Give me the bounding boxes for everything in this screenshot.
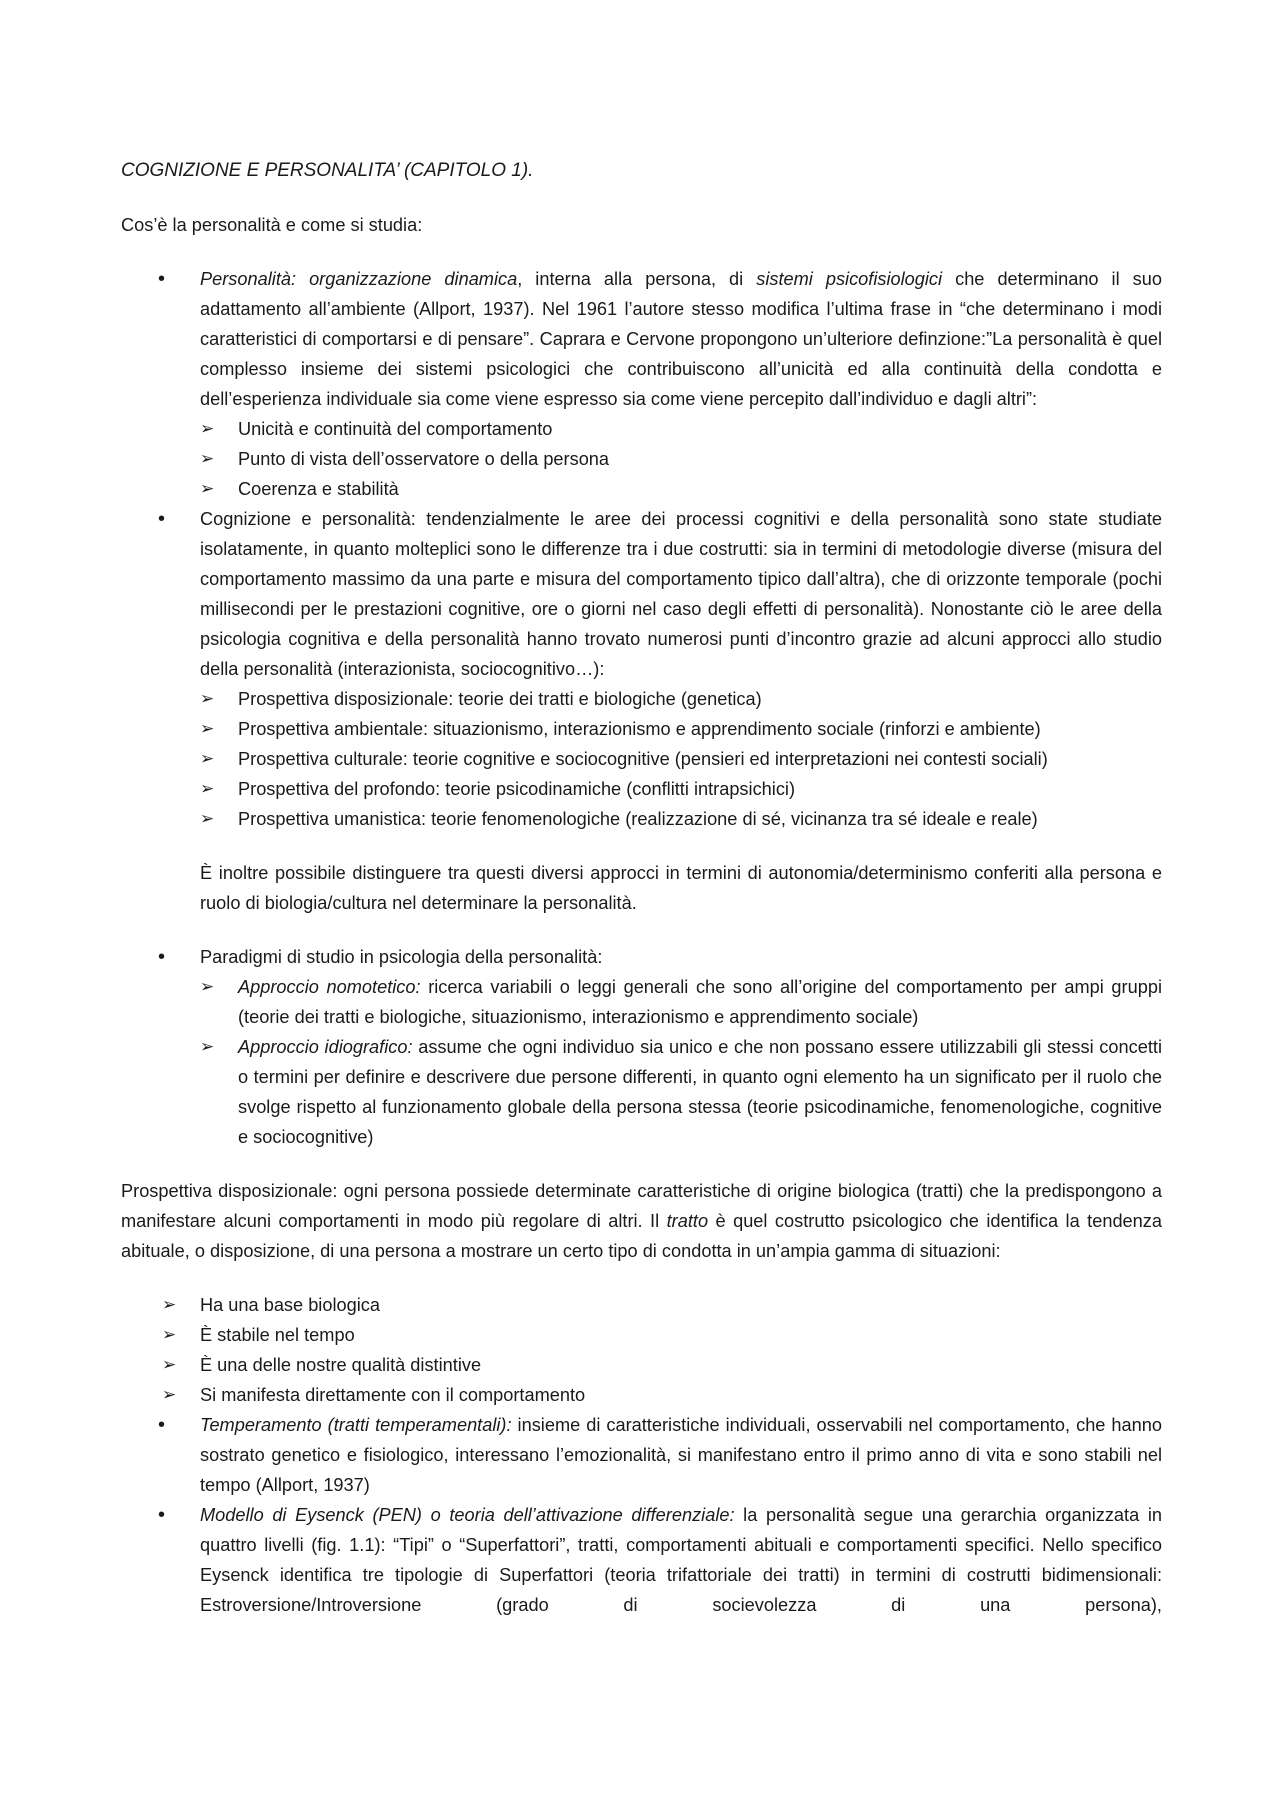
list-item [238, 972, 1162, 1032]
list-item: ➢ Prospettiva culturale: teorie cognitive e sociocognitive (pensieri ed interpretazioni nei contesti sociali) [238, 744, 1162, 774]
bullet-personalita [200, 264, 1162, 504]
bullet3-sublist [200, 972, 1162, 1152]
bullet2-note: È inoltre possibile distinguere tra questi diversi approcci in termini di autonomia/determinismo conferiti alla persona e ruolo di biologia/cultura nel determinare la personalità. [200, 863, 1162, 913]
disposizionale-text1: Prospettiva disposizionale: ogni persona possiede determinate caratteristiche di origine biologica (tratti) che la predispongono a manifestare alcuni comportamenti in modo più regolare di altri. Il [121, 1181, 1162, 1231]
list-item: ➢ Ha una base biologica [200, 1290, 1162, 1320]
nomotetico-text: ricerca variabili o leggi generali che sono all’origine del comportamento per ampi gruppi (teorie dei tratti e biologiche, situazionismo, interazionismo e apprendimento sociale) [238, 977, 1162, 1027]
bullet-eysenck [200, 1500, 1162, 1620]
list-item: ➢ Prospettiva umanistica: teorie fenomenologiche (realizzazione di sé, vicinanza tra sé ideale e reale) [238, 804, 1162, 834]
tratto-list [121, 1290, 1162, 1410]
intro-line: Cos’è la personalità e come si studia: [121, 215, 423, 235]
disposizionale-text2: è quel costrutto psicologico che identifica la tendenza abituale, o disposizione, di una persona a mostrare un certo tipo di condotta in un’ampia gamma di situazioni: [121, 1211, 1162, 1261]
list-item: ➢ Si manifesta direttamente con il comportamento [200, 1380, 1162, 1410]
list-item [238, 1032, 1162, 1152]
second-bullet-list [121, 1410, 1162, 1620]
list-item: ➢ Unicità e continuità del comportamento [238, 414, 1162, 444]
term-idiografico: Approccio idiografico: [238, 1037, 413, 1057]
bullet-temperamento [200, 1410, 1162, 1500]
temperamento-text: insieme di caratteristiche individuali, osservabili nel comportamento, che hanno sostrato genetico e fisiologico, interessano l’emozionalità, si manifestano entro il primo anno di vita e sono stabili nel tempo (Allport, 1937) [200, 1415, 1162, 1495]
term-tratto: tratto [666, 1211, 709, 1231]
idiografico-text: assume che ogni individuo sia unico e che non possano essere utilizzabili gli stessi concetti o termini per definire e descrivere due persone differenti, in quanto ogni elemento ha un significato per il ruolo che svolge rispetto al funzionamento globale della persona stessa (teorie psicodinamiche, fenomenologiche, cognitive e sociocognitive) [238, 1037, 1162, 1147]
main-bullet-list [121, 264, 1162, 1152]
bullet1-text1: , interna alla persona, di [517, 269, 757, 289]
bullet-cognizione [200, 504, 1162, 918]
bullet3-text: Paradigmi di studio in psicologia della personalità: [200, 947, 603, 967]
term-nomotetico: Approccio nomotetico: [238, 977, 421, 997]
list-item: ➢ Punto di vista dell’osservatore o della persona [238, 444, 1162, 474]
bullet2-sublist [200, 684, 1162, 834]
paragraph-disposizionale [121, 1176, 1162, 1266]
list-item: ➢ È stabile nel tempo [200, 1320, 1162, 1350]
term-temperamento: Temperamento (tratti temperamentali): [200, 1415, 512, 1435]
list-item: ➢ Prospettiva disposizionale: teorie dei tratti e biologiche (genetica) [238, 684, 1162, 714]
list-item: ➢ Prospettiva del profondo: teorie psicodinamiche (conflitti intrapsichici) [238, 774, 1162, 804]
bullet2-text: Cognizione e personalità: tendenzialmente le aree dei processi cognitivi e della personalità sono state studiate isolatamente, in quanto molteplici sono le differenze tra i due costrutti: sia in termini di metodologie diverse (misura del comportamento massimo da una parte e misura del comportamento tipico dall’altra), che di orizzonte temporale (pochi millisecondi per le prestazioni cognitive, ore o giorni nel caso degli effetti di personalità). Nonostante ciò le aree della psicologia cognitiva e della personalità hanno trovato numerosi punti d’incontro grazie ad alcuni approcci allo studio della personalità (interazionista, sociocognitivo…): [200, 509, 1162, 679]
bullet-paradigmi [200, 942, 1162, 1152]
list-item: ➢ È una delle nostre qualità distintive [200, 1350, 1162, 1380]
term-organizzazione-dinamica: organizzazione dinamica [296, 269, 518, 289]
eysenck-text: la personalità segue una gerarchia organizzata in quattro livelli (fig. 1.1): “Tipi” o “Superfattori”, tratti, comportamenti abituali e comportamenti specifici. Nello specifico Eysenck identifica tre tipologie di Superfattori (teoria trifattoriale dei tratti) in termini di costrutti bidimensionali: Estroversione/Introversione (grado di socievolezza di una persona), [200, 1505, 1162, 1615]
document-title: COGNIZIONE E PERSONALITA’ (CAPITOLO 1). [121, 160, 534, 181]
term-eysenck: Modello di Eysenck (PEN) o teoria dell’attivazione differenziale: [200, 1505, 735, 1525]
term-sistemi-psicofisiologici: sistemi psicofisiologici [756, 269, 943, 289]
bullet1-sublist [200, 414, 1162, 504]
term-personalita: Personalità: [200, 269, 297, 289]
list-item: ➢ Prospettiva ambientale: situazionismo, interazionismo e apprendimento sociale (rinforzi e ambiente) [238, 714, 1162, 744]
bullet1-text2: che determinano il suo adattamento all’ambiente (Allport, 1937). Nel 1961 l’autore stesso modifica l’ultima frase in “che determinano i modi caratteristici di comportarsi e di pensare”. Caprara e Cervone propongono un’ulteriore definzione:”La personalità è quel complesso insieme dei sistemi psicologici che contribuiscono all’unicità ed alla continuità della condotta e dell’esperienza individuale sia come viene espresso sia come viene percepito dall’individuo e dagli altri”: [200, 269, 1162, 409]
list-item: ➢ Coerenza e stabilità [238, 474, 1162, 504]
